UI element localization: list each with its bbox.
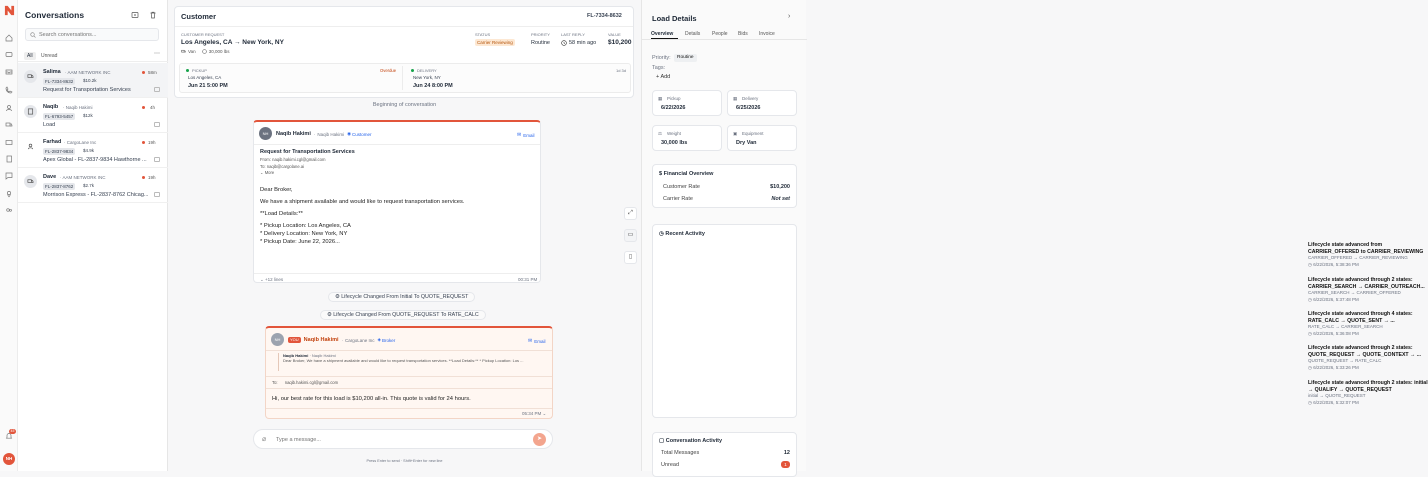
- sender-name: Naqib Hakimi: [276, 131, 311, 137]
- email-body: Hi, our best rate for this load is $10,200 all-in. This quote is valid for 24 hours.: [272, 396, 471, 402]
- event-icon: ⚙: [335, 294, 340, 300]
- email-time: 00:31 PM: [518, 277, 538, 282]
- route-text: Los Angeles, CA → New York, NY: [181, 39, 284, 46]
- weight-icon: [202, 49, 207, 54]
- activity-item-sub: initial → QUOTE_REQUEST: [1308, 393, 1366, 398]
- delivery-value: 6/25/2026: [736, 105, 761, 111]
- conversation-org: · AAM NETWORK INC: [60, 175, 106, 180]
- equipment-card: [727, 125, 797, 151]
- truck-icon: ▣: [733, 131, 738, 136]
- weight-value: 30,000 lbs: [661, 140, 688, 146]
- body-line: * Pickup Location: Los Angeles, CA: [260, 223, 351, 229]
- load-details-panel: [641, 0, 1428, 471]
- divider: [266, 388, 552, 389]
- delivery-card: [727, 90, 797, 116]
- weight-card: [652, 125, 722, 151]
- delivery-label: Delivery: [742, 96, 759, 101]
- activity-item-time: ◷ 6/22/2026, 5:33:26 PM: [1308, 364, 1359, 370]
- load-ref: FL-7334-8632: [45, 79, 74, 84]
- weight-label: Weight: [667, 131, 681, 136]
- equipment-weight: [181, 49, 229, 54]
- activity-time-text: 6/22/2026, 5:32:07 PM: [1313, 399, 1359, 405]
- conversations-title: Conversations: [25, 10, 85, 20]
- last-reply-label: LAST REPLY: [561, 32, 585, 37]
- activity-time-text: 6/22/2026, 5:36:08 PM: [1313, 330, 1359, 336]
- attach-icon[interactable]: ⌀: [262, 436, 267, 443]
- from-label: From:: [260, 157, 271, 162]
- activity-item-time: ◷ 6/22/2026, 5:38:36 PM: [1308, 261, 1359, 267]
- channel-badge: [517, 132, 534, 138]
- carrier-rate-label: Carrier Rate: [663, 196, 693, 202]
- clock-icon: [561, 40, 567, 46]
- divider: [175, 26, 633, 27]
- customer-rate-value: $10,200: [770, 184, 790, 190]
- filter-unread-tab[interactable]: Unread: [41, 53, 58, 59]
- expand-lines[interactable]: ⌄ +12 lines: [260, 277, 284, 282]
- conv-activity-title: [659, 438, 722, 444]
- expand-icon[interactable]: ⤢: [624, 207, 637, 220]
- divider: [254, 144, 540, 145]
- trash-icon[interactable]: [149, 11, 157, 19]
- role-badge: Broker: [382, 337, 396, 343]
- conversation-org: · Naqib Hakimi: [63, 105, 93, 110]
- conversation-name: Farhad: [43, 139, 62, 145]
- pickup-city: Los Angeles, CA: [188, 75, 222, 80]
- tab-bids[interactable]: Bids: [738, 31, 748, 37]
- priority-label: PRIORITY: [531, 32, 550, 37]
- unread-dot: [142, 141, 145, 144]
- body-line: **Load Details:**: [260, 211, 303, 217]
- dollar-icon: $: [659, 171, 663, 177]
- archive-icon[interactable]: [154, 192, 160, 197]
- activity-item-sub: CARRIER_OFFERED → CARRIER_REVIEWING: [1308, 255, 1408, 260]
- user-icon: ◉: [347, 131, 352, 136]
- clock-icon: ◷: [659, 231, 664, 237]
- customer-card: [174, 6, 634, 98]
- load-details-title: Load Details: [652, 14, 697, 23]
- plus-icon: +: [656, 74, 660, 80]
- activity-item-title: Lifecycle state advanced through 4 states: RATE_CALC → QUOTE_SENT → ...: [1308, 311, 1413, 324]
- load-ref: FL-2837-8762: [45, 184, 74, 189]
- filter-all-tab[interactable]: All: [24, 52, 36, 60]
- to-address: naqib.hakimi.cgl@gmail.com: [284, 380, 339, 385]
- divider: [402, 66, 403, 90]
- delivery-label: DELIVERY: [417, 68, 437, 73]
- home-icon[interactable]: [5, 34, 13, 42]
- truck-icon: [181, 49, 186, 54]
- sender-name: Naqib Hakimi: [303, 337, 339, 343]
- notification-badge: 45: [10, 429, 15, 433]
- nav-rail: [0, 0, 18, 471]
- archive-icon[interactable]: [154, 157, 160, 162]
- location-icon[interactable]: [5, 190, 13, 198]
- avatar: [24, 175, 37, 188]
- avatar: [24, 105, 37, 118]
- load-id: FL-7334-8632: [587, 13, 622, 19]
- carrier-rate-value: Not set: [771, 196, 790, 202]
- request-label: CUSTOMER REQUEST: [181, 32, 225, 37]
- conversation-item[interactable]: [18, 168, 168, 203]
- send-button[interactable]: [533, 433, 546, 446]
- sender-org: Naqib Hakimi: [317, 131, 345, 137]
- tags-label: Tags:: [652, 65, 666, 71]
- message-input[interactable]: [276, 434, 516, 445]
- chat-icon: ▢: [659, 438, 665, 444]
- load-amount: $10.2k: [83, 78, 97, 83]
- pickup-date: Jun 21 5:00 PM: [188, 83, 228, 89]
- truck-icon: [27, 178, 34, 185]
- to-label: To:: [272, 380, 278, 385]
- sender-separator: ·: [341, 337, 344, 343]
- email-sender-row: [276, 131, 372, 137]
- send-icon: ➤: [536, 436, 543, 442]
- conversation-item[interactable]: [18, 98, 168, 133]
- you-badge: YOU: [290, 337, 299, 342]
- role-badge: Customer: [352, 131, 372, 137]
- conversation-activity-card: [652, 432, 797, 477]
- activity-item-time: ◷ 6/22/2026, 5:36:08 PM: [1308, 330, 1359, 336]
- divider: [266, 408, 552, 409]
- priority-value: Routine: [531, 40, 550, 46]
- to-label: To:: [260, 163, 266, 169]
- body-line: We have a shipment available and would like to request transportation services.: [260, 199, 465, 205]
- activity-item-title: Lifecycle state advanced through 2 states: QUOTE_REQUEST → QUOTE_CONTEXT → ...: [1308, 345, 1421, 358]
- conversation-name: Naqib: [43, 104, 59, 110]
- compose-icon[interactable]: [131, 11, 139, 19]
- tab-people[interactable]: People: [712, 31, 728, 37]
- truck-icon: [27, 73, 34, 80]
- body-line: * Pickup Date: June 22, 2026...: [260, 239, 340, 245]
- calendar-icon: ▦: [733, 96, 738, 101]
- chat-icon[interactable]: [5, 51, 13, 59]
- financial-title: [659, 171, 713, 177]
- conversation-start: Beginning of conversation: [372, 102, 437, 108]
- activity-time-text: 6/22/2026, 5:38:36 PM: [1313, 261, 1359, 267]
- divider: [18, 61, 168, 62]
- status-badge: Carrier Reviewing: [477, 40, 513, 45]
- unread-count: 1: [781, 461, 790, 468]
- conversation-preview: Load: [43, 122, 56, 128]
- avatar: [24, 140, 37, 153]
- equipment-label: Equipment: [742, 131, 764, 136]
- briefcase-icon: ◈: [377, 337, 382, 342]
- email-time-text: 05:34 PM: [522, 411, 542, 416]
- route-box: [179, 63, 631, 93]
- customer-title: Customer: [181, 12, 217, 21]
- activity-item: [1308, 380, 1428, 406]
- activity-item-title: Lifecycle state advanced from CARRIER_OFFERED to CARRIER_REVIEWING: [1308, 242, 1424, 255]
- lifecycle-event: [320, 310, 486, 320]
- truck-icon[interactable]: [5, 121, 13, 129]
- email-time: 05:34 PM ⌄: [522, 411, 547, 416]
- quote-org: · Naqib Hakimi: [309, 353, 336, 358]
- avatar: [24, 70, 37, 83]
- avatar: NH: [259, 127, 272, 140]
- from-address: naqib.hakimi.cgl@gmail.com: [272, 157, 326, 162]
- more-label: More: [264, 170, 275, 175]
- phone-icon[interactable]: [5, 86, 13, 94]
- email-body: [260, 186, 530, 246]
- sender-org: CargoLane Inc: [345, 337, 375, 343]
- priority-badge[interactable]: Routine: [674, 54, 697, 62]
- load-amount: $2.7k: [83, 183, 95, 188]
- user-avatar[interactable]: NH: [3, 453, 15, 465]
- tab-details[interactable]: Details: [685, 31, 701, 37]
- unread-label: Unread: [661, 462, 680, 468]
- delivery-city: New York, NY: [413, 75, 441, 80]
- weight-text: 30,000 lbs: [208, 49, 230, 54]
- conversation-view: [168, 0, 641, 471]
- overdue-text: Overdue: [380, 68, 397, 73]
- close-panel-icon[interactable]: ›: [788, 13, 791, 20]
- activity-item: [1308, 345, 1428, 371]
- activity-item-title: Lifecycle state advanced through 2 states: initial → QUALIFY → QUOTE_REQUEST: [1308, 380, 1428, 393]
- pickup-dot: [186, 69, 189, 72]
- activity-time-text: 6/22/2026, 5:37:48 PM: [1313, 296, 1359, 302]
- archive-icon[interactable]: [154, 87, 160, 92]
- briefcase-icon[interactable]: [5, 138, 13, 146]
- composer: [253, 429, 553, 449]
- team-icon[interactable]: [5, 207, 13, 215]
- unread-dot: [142, 71, 145, 74]
- email-sender-row: [288, 337, 395, 343]
- divider: [642, 39, 807, 40]
- channel-label: Email: [534, 338, 546, 344]
- body-line: Dear Broker,: [260, 187, 293, 193]
- divider: [266, 350, 552, 351]
- conversation-org: · AAM NETWORK INC: [65, 70, 111, 75]
- conversation-time: 19h: [148, 140, 156, 145]
- building-icon: [27, 108, 34, 115]
- recent-activity-card: [652, 224, 797, 418]
- conversation-time: 4h: [150, 105, 156, 110]
- last-reply: [561, 40, 596, 46]
- to-address: naqib@cargolane.ai: [266, 163, 305, 169]
- quote-text: Dear Broker, We have a shipment available and would like to request transportation services. **Load Details:** * Pickup Location: Los ...: [283, 358, 524, 363]
- conversation-preview: Apex Global - FL-2837-9834 Hawthorne ...: [43, 157, 147, 163]
- tab-overview[interactable]: Overview: [651, 31, 674, 37]
- conversation-preview: Morrison Express - FL-2837-8762 Chicag...: [43, 192, 149, 198]
- total-messages-label: Total Messages: [661, 450, 700, 456]
- activity-item: [1308, 277, 1428, 303]
- activity-item-sub: CARRIER_SEARCH → CARRIER_OFFERED: [1308, 290, 1401, 295]
- more-options-icon[interactable]: ⋯: [154, 51, 160, 57]
- channel-badge: [528, 338, 545, 344]
- activity-item-time: ◷ 6/22/2026, 5:37:48 PM: [1308, 296, 1359, 302]
- document-icon[interactable]: [5, 155, 13, 163]
- load-amount: $4.9k: [83, 148, 95, 153]
- total-messages-value: 12: [783, 450, 790, 456]
- email-subject: Request for Transportation Services: [260, 149, 355, 155]
- person-icon: [27, 143, 34, 150]
- mail-icon: ✉: [517, 132, 522, 138]
- priority-label: Priority:: [652, 55, 671, 61]
- email-message-customer[interactable]: [253, 120, 541, 283]
- quote-sender: Naqib Hakimi: [283, 353, 309, 358]
- search-input[interactable]: [39, 30, 154, 40]
- unread-dot: [142, 106, 145, 109]
- conversation-org: · CargoLane Inc: [64, 140, 97, 145]
- inbox-icon[interactable]: [5, 68, 13, 76]
- equipment-value: Dry Van: [736, 140, 757, 146]
- body-line: * Delivery Location: New York, NY: [260, 231, 348, 237]
- activity-item-sub: RATE_CALC → CARRIER_SEARCH: [1308, 324, 1383, 329]
- more-toggle[interactable]: ⌄ More: [260, 170, 275, 175]
- quoted-message: [278, 353, 546, 371]
- add-tag-label: Add: [660, 74, 671, 80]
- pickup-card: [652, 90, 722, 116]
- divider: [254, 273, 540, 274]
- load-ref: FL-2837-9834: [45, 149, 74, 154]
- divider: [266, 376, 552, 377]
- search-box[interactable]: [25, 28, 159, 41]
- conversation-item[interactable]: [18, 63, 168, 98]
- status-label: STATUS: [475, 32, 491, 37]
- conversation-preview: Request for Transportation Services: [43, 87, 131, 93]
- email-message-broker[interactable]: [265, 326, 553, 419]
- lifecycle-event: [328, 292, 475, 302]
- financial-card: [652, 164, 797, 208]
- conversation-name: Salima: [43, 69, 61, 75]
- activity-item-time: ◷ 6/22/2026, 5:32:07 PM: [1308, 399, 1359, 405]
- pickup-value: 6/22/2026: [661, 105, 686, 111]
- event-text: Lifecycle Changed From Initial To QUOTE_REQUEST: [341, 294, 469, 300]
- composer-hint: Press Enter to send · Shift+Enter for new line: [366, 459, 443, 463]
- scale-icon: ⚖: [658, 131, 663, 136]
- delivery-date: Jun 24 8:00 PM: [413, 83, 453, 89]
- conv-activity-title-text: Conversation Activity: [665, 438, 723, 444]
- customer-rate-label: Customer Rate: [663, 184, 700, 190]
- calendar-icon: ▦: [658, 96, 663, 101]
- value-amount: $10,200: [608, 39, 632, 46]
- conversation-item[interactable]: [18, 133, 168, 168]
- financial-title-text: Financial Overview: [663, 171, 714, 177]
- delivery-dot: [411, 69, 414, 72]
- activity-time-text: 6/22/2026, 5:33:26 PM: [1313, 364, 1359, 370]
- message-icon[interactable]: [5, 172, 13, 180]
- more-lines-label: +12 lines: [265, 277, 284, 282]
- delivery-duration: 1d 3d: [616, 68, 627, 73]
- search-icon: [30, 32, 36, 38]
- tab-invoice[interactable]: Invoice: [759, 31, 775, 37]
- add-tag-button[interactable]: [656, 74, 670, 80]
- conversations-panel: [18, 0, 168, 471]
- value-label: VALUE: [608, 32, 621, 37]
- event-icon: ⚙: [327, 312, 332, 318]
- conversation-time: 19h: [148, 175, 156, 180]
- activity-title: [659, 231, 705, 237]
- activity-title-text: Recent Activity: [665, 231, 705, 237]
- load-panel-icon[interactable]: ▭: [624, 229, 637, 242]
- pickup-label: Pickup: [667, 96, 681, 101]
- load-amount: $12k: [83, 113, 93, 118]
- book-icon[interactable]: ▯: [624, 251, 637, 264]
- activity-item: [1308, 311, 1428, 337]
- pickup-label: PICKUP: [192, 68, 207, 73]
- unread-dot: [142, 176, 145, 179]
- activity-item: [1308, 242, 1428, 268]
- conversation-name: Dave: [43, 174, 57, 180]
- conversation-time: 58m: [148, 70, 157, 75]
- avatar: NH: [271, 333, 284, 346]
- equipment-text: Van: [188, 49, 196, 54]
- archive-icon[interactable]: [154, 122, 160, 127]
- to-row: [272, 380, 338, 385]
- activity-item-title: Lifecycle state advanced through 2 states: CARRIER_SEARCH → CARRIER_OUTREACH...: [1308, 277, 1425, 290]
- last-reply-value: 58 min ago: [569, 40, 597, 46]
- email-headers: [260, 157, 325, 177]
- users-icon[interactable]: [5, 104, 13, 112]
- mail-icon: ✉: [528, 338, 533, 344]
- app-logo-icon: [4, 5, 15, 16]
- activity-item-sub: QUOTE_REQUEST → RATE_CALC: [1308, 358, 1382, 363]
- sender-separator: ·: [313, 131, 316, 137]
- load-ref: FL-6793-5457: [45, 114, 74, 119]
- channel-label: Email: [523, 132, 535, 138]
- event-text: Lifecycle Changed From QUOTE_REQUEST To RATE_CALC: [333, 312, 479, 318]
